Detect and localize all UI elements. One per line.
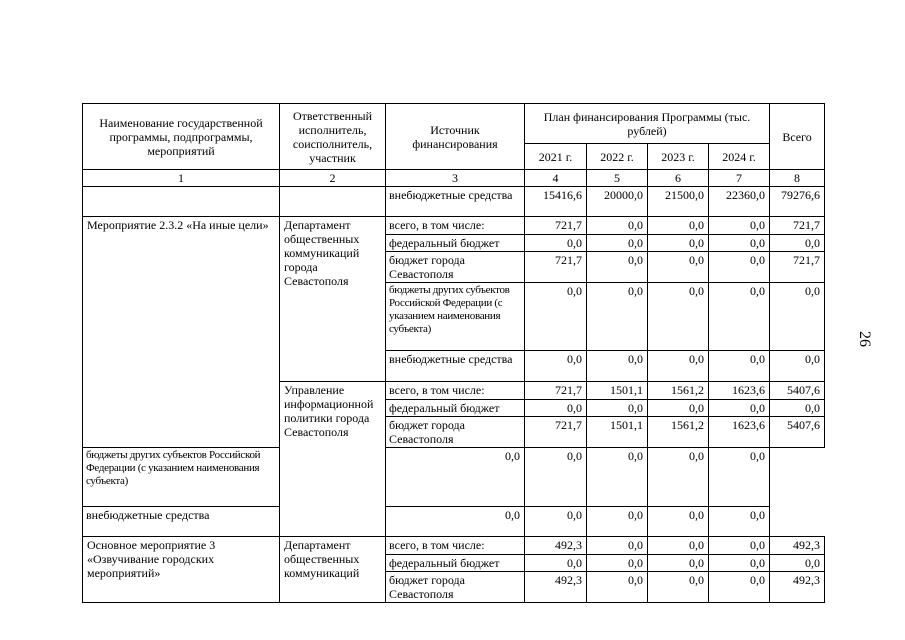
year-value: 721,7 (525, 382, 587, 400)
total-value: 721,7 (770, 252, 825, 283)
year-value: 0,0 (386, 507, 525, 537)
header-year: 2024 г. (709, 144, 770, 170)
financing-source: бюджеты других субъектов Российской Федерации (с указанием наименования субъекта) (83, 448, 280, 507)
year-value: 0,0 (648, 400, 709, 417)
year-value: 0,0 (587, 537, 648, 555)
financing-source: всего, в том числе: (386, 217, 525, 235)
financing-source: внебюджетные средства (83, 507, 280, 537)
header-year: 2021 г. (525, 144, 587, 170)
financing-source: бюджет города Севастополя (386, 252, 525, 283)
financing-source: всего, в том числе: (386, 382, 525, 400)
year-value: 0,0 (648, 448, 709, 507)
table-row (83, 217, 825, 235)
table-row (83, 507, 825, 537)
executor-cell: Департамент общественных коммуникаций города Севастополя (280, 217, 386, 382)
total-value: 492,3 (770, 572, 825, 603)
year-value: 721,7 (525, 217, 587, 235)
financing-source: бюджет города Севастополя (386, 417, 525, 448)
year-value: 0,0 (525, 283, 587, 351)
year-value: 492,3 (525, 537, 587, 555)
financing-source: внебюджетные средства (386, 187, 525, 217)
table-row (83, 448, 825, 507)
total-value: 0,0 (770, 351, 825, 382)
measure-name-cell: Мероприятие 2.3.2 «На иные цели» (83, 217, 280, 448)
column-number: 7 (709, 170, 770, 187)
year-value: 0,0 (709, 217, 770, 235)
year-value: 0,0 (648, 252, 709, 283)
year-value: 15416,6 (525, 187, 587, 217)
total-value: 79276,6 (770, 187, 825, 217)
year-value: 0,0 (648, 283, 709, 351)
year-value: 0,0 (648, 572, 709, 603)
year-value: 0,0 (587, 235, 648, 252)
year-value: 0,0 (709, 555, 770, 572)
year-value: 0,0 (587, 252, 648, 283)
year-value: 0,0 (525, 448, 587, 507)
year-value: 0,0 (525, 555, 587, 572)
year-value: 20000,0 (587, 187, 648, 217)
financing-source: федеральный бюджет (386, 235, 525, 252)
year-value: 21500,0 (648, 187, 709, 217)
header-row (83, 104, 825, 144)
column-number: 2 (280, 170, 386, 187)
measure-name-cell (83, 187, 280, 217)
year-value: 0,0 (709, 572, 770, 603)
year-value: 1501,1 (587, 417, 648, 448)
executor-cell (280, 187, 386, 217)
year-value: 0,0 (587, 572, 648, 603)
year-value: 0,0 (587, 507, 648, 537)
year-value: 0,0 (587, 351, 648, 382)
total-value: 5407,6 (770, 382, 825, 400)
year-value: 0,0 (587, 217, 648, 235)
year-value: 1561,2 (648, 417, 709, 448)
column-number: 5 (587, 170, 648, 187)
total-value: 721,7 (770, 217, 825, 235)
year-value: 1501,1 (587, 382, 648, 400)
year-value: 0,0 (386, 448, 525, 507)
year-value: 0,0 (709, 235, 770, 252)
year-value: 721,7 (525, 252, 587, 283)
financing-source: бюджеты других субъектов Российской Федерации (с указанием наименования субъекта) (386, 283, 525, 351)
financing-source: бюджет города Севастополя (386, 572, 525, 603)
year-value: 1623,6 (709, 417, 770, 448)
header-total: Всего (770, 104, 825, 170)
total-value: 0,0 (709, 448, 770, 507)
financing-source: федеральный бюджет (386, 400, 525, 417)
header-year: 2022 г. (587, 144, 648, 170)
year-value: 0,0 (587, 283, 648, 351)
year-value: 0,0 (648, 217, 709, 235)
year-value: 0,0 (709, 400, 770, 417)
year-value: 0,0 (709, 283, 770, 351)
year-value: 0,0 (709, 252, 770, 283)
total-value: 0,0 (709, 507, 770, 537)
year-value: 0,0 (648, 555, 709, 572)
year-value: 0,0 (525, 235, 587, 252)
year-value: 0,0 (525, 507, 587, 537)
year-value: 721,7 (525, 417, 587, 448)
total-value: 0,0 (770, 235, 825, 252)
year-value: 0,0 (648, 235, 709, 252)
table-row (83, 187, 825, 217)
year-value: 22360,0 (709, 187, 770, 217)
financing-source: внебюджетные средства (386, 351, 525, 382)
year-value: 0,0 (587, 555, 648, 572)
financing-source: всего, в том числе: (386, 537, 525, 555)
year-value: 1561,2 (648, 382, 709, 400)
total-value: 0,0 (770, 283, 825, 351)
column-number: 4 (525, 170, 587, 187)
year-value: 0,0 (648, 351, 709, 382)
column-number: 1 (83, 170, 280, 187)
year-value: 0,0 (525, 351, 587, 382)
column-number: 6 (648, 170, 709, 187)
year-value: 0,0 (525, 400, 587, 417)
header-financing-plan: План финансирования Программы (тыс. рублей) (525, 104, 770, 144)
header-year: 2023 г. (648, 144, 709, 170)
year-value: 0,0 (648, 507, 709, 537)
executor-cell: Управление информационной политики города Севастополя (280, 382, 386, 537)
table-row (83, 537, 825, 555)
header-executor: Ответственный исполнитель, соисполнитель, участник (280, 104, 386, 170)
measure-name-cell: Основное мероприятие 3 «Озвучивание городских мероприятий» (83, 537, 280, 603)
year-value: 1623,6 (709, 382, 770, 400)
total-value: 0,0 (770, 400, 825, 417)
year-value: 0,0 (587, 400, 648, 417)
total-value: 0,0 (770, 555, 825, 572)
column-number: 3 (386, 170, 525, 187)
financing-source: федеральный бюджет (386, 555, 525, 572)
total-value: 5407,6 (770, 417, 825, 448)
column-number: 8 (770, 170, 825, 187)
total-value: 492,3 (770, 537, 825, 555)
year-value: 0,0 (709, 351, 770, 382)
year-value: 0,0 (648, 537, 709, 555)
header-measure-name: Наименование государственной программы, подпрограммы, мероприятий (83, 104, 280, 170)
table-body (83, 104, 825, 603)
header-source: Источник финансирования (386, 104, 525, 170)
year-value: 492,3 (525, 572, 587, 603)
year-value: 0,0 (587, 448, 648, 507)
executor-cell: Департамент общественных коммуникаций (280, 537, 386, 603)
year-value: 0,0 (709, 537, 770, 555)
column-numbers-row (83, 170, 825, 187)
financing-plan-table (82, 103, 825, 603)
page-number: 26 (856, 331, 873, 347)
